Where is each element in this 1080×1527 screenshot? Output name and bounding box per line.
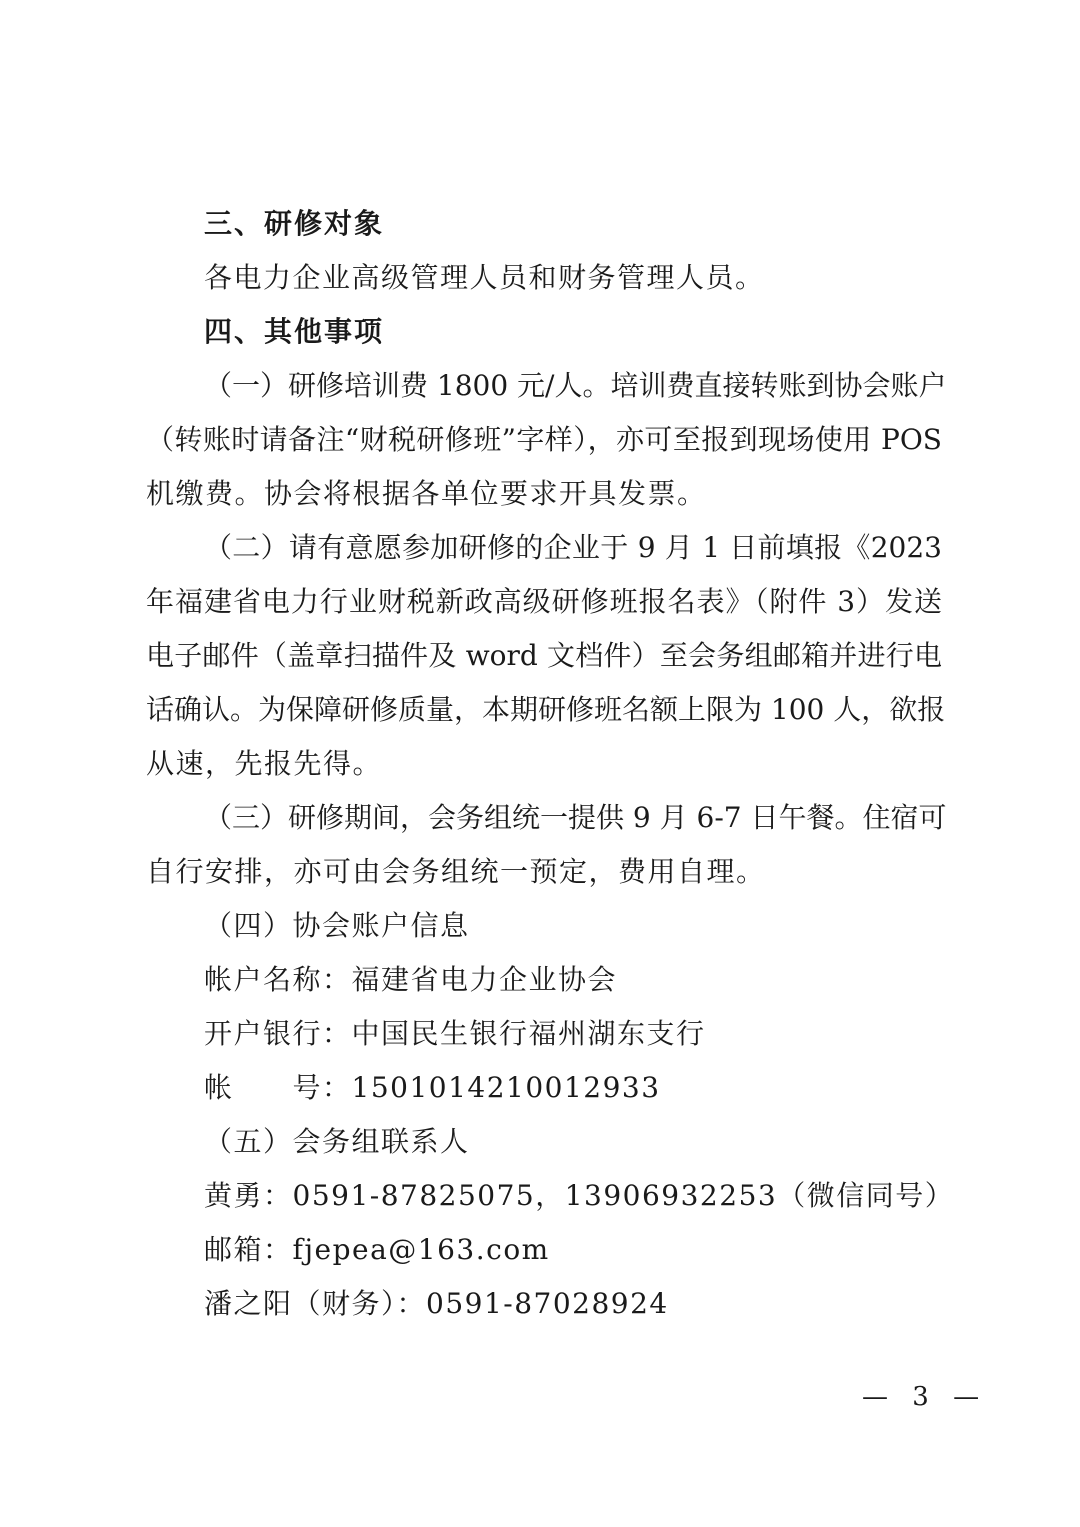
item-2-line-5: 从速，先报先得。 (146, 747, 383, 780)
item-2-line-3: 电子邮件（盖章扫描件及 word 文档件）至会务组邮箱并进行电 (146, 639, 942, 672)
item-2-line-1: （二）请有意愿参加研修的企业于 9 月 1 日前填报《2023 (204, 531, 942, 564)
item-3-line-2: 自行安排，亦可由会务组统一预定，费用自理。 (146, 855, 766, 888)
section-3-text: 各电力企业高级管理人员和财务管理人员。 (204, 261, 765, 294)
item-2-line-4: 话确认。为保障研修质量，本期研修班名额上限为 100 人，欲报 (146, 693, 946, 726)
item-5-title: （五）会务组联系人 (204, 1125, 470, 1158)
item-1-line-3: 机缴费。协会将根据各单位要求开具发票。 (146, 477, 707, 510)
bank-name: 开户银行：中国民生银行福州湖东支行 (204, 1017, 706, 1050)
account-number: 帐 号：1501014210012933 (204, 1071, 661, 1104)
contact-email: 邮箱：fjepea@163.com (204, 1233, 550, 1266)
section-heading-4: 四、其他事项 (204, 315, 385, 348)
contact-huang: 黄勇：0591-87825075，13906932253（微信同号） (204, 1179, 955, 1212)
item-4-title: （四）协会账户信息 (204, 909, 470, 942)
item-2-line-2: 年福建省电力行业财税新政高级研修班报名表》（附件 3）发送 (146, 585, 942, 618)
item-3-line-1: （三）研修期间，会务组统一提供 9 月 6-7 日午餐。住宿可 (204, 801, 947, 834)
contact-pan: 潘之阳（财务）：0591-87028924 (204, 1287, 669, 1320)
item-1-line-1: （一）研修培训费 1800 元/人。培训费直接转账到协会账户 (204, 369, 947, 402)
page-number: — 3 — (862, 1382, 988, 1412)
section-heading-3: 三、研修对象 (204, 207, 385, 240)
item-1-line-2: （转账时请备注“财税研修班”字样），亦可至报到现场使用 POS (146, 423, 942, 456)
account-name: 帐户名称：福建省电力企业协会 (204, 963, 618, 996)
